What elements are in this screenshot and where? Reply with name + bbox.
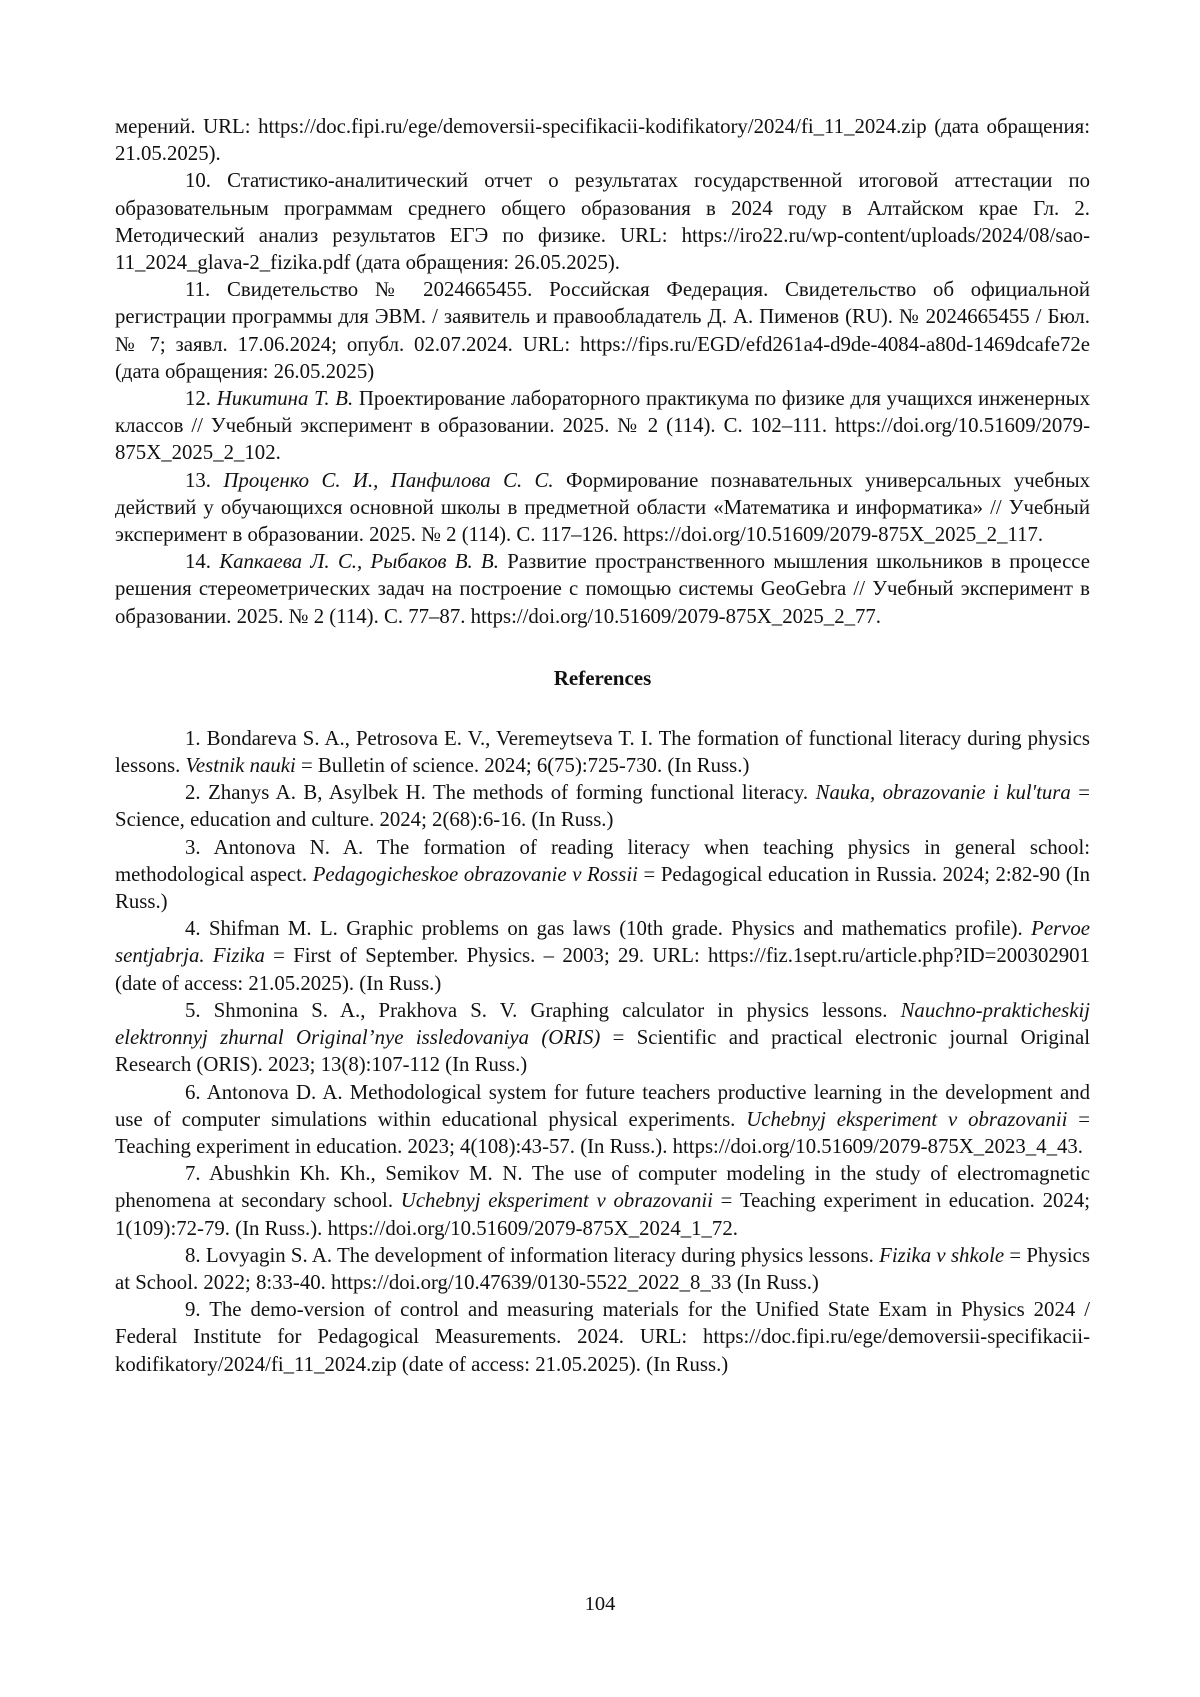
reference-item-ru: 10. Статистико-аналитический отчет о результатах государственной итоговой аттестации по образовательным программам среднего общего образования в 2024 году в Алтайском крае Гл. 2. Методический анализ результатов ЕГЭ по физике. URL: https://iro22.ru/wp-content/uploads/2024/08/sao-11_2024_glava-2_fizika.pdf (дата обращения: 26.05.2025). [115, 169, 1090, 275]
reference-item-en: 6. Antonova D. A. Methodological system for future teachers productive learning in the development and use of computer simulations within educational physical experiments. Uchebnyj eksperiment v obrazovanii = Teaching experiment in education. 2023; 4(108):43-57. (In Russ.). https://doi.org/10.51609/2079-875X_2023_4_43. [115, 1080, 1090, 1158]
reference-item-en: 5. Shmonina S. A., Prakhova S. V. Graphing calculator in physics lessons. Nauchno-prakticheskij elektronnyj zhurnal Original’nye issledovaniya (ORIS) = Scientific and practical electronic journal Original Research (ORIS). 2023; 13(8):107-112 (In Russ.) [115, 998, 1090, 1077]
reference-item-en: 9. The demo-version of control and measuring materials for the Unified State Exam in Physics 2024 / Federal Institute for Pedagogical Measurements. 2024. URL: https://doc.fipi.ru/ege/demoversii-specifikacii-kodifikatory/2024/fi_11_2024.zip (date of access: 21.05.2025). (In Russ.) [115, 1298, 1090, 1376]
russian-reference-list [115, 167, 1090, 629]
page-body [115, 113, 1090, 1378]
reference-item-ru: 11. Свидетельство № 2024665455. Российская Федерация. Свидетельство об официальной регистрации программы для ЭВМ. / заявитель и правообладатель Д. А. Пименов (RU). № 2024665455 / Бюл. № 7; заявл. 17.06.2024; опубл. 02.07.2024. URL: https://fips.ru/EGD/efd261a4-d9de-4084-a80d-1469dcafe72e (дата обращения: 26.05.2025) [115, 278, 1090, 383]
reference-item-en: 7. Abushkin Kh. Kh., Semikov M. N. The use of computer modeling in the study of electromagnetic phenomena at secondary school. Uchebnyj eksperiment v obrazovanii = Teaching experiment in education. 2024; 1(109):72-79. (In Russ.). https://doi.org/10.51609/2079-875X_2024_1_72. [115, 1162, 1090, 1240]
reference-item-en: 1. Bondareva S. A., Petrosova E. V., Veremeytseva T. I. The formation of functional literacy during physics lessons. Vestnik nauki = Bulletin of science. 2024; 6(75):725-730. (In Russ.) [115, 726, 1090, 778]
reference-item-en: 2. Zhanys A. B, Asylbek H. The methods of forming functional literacy. Nauka, obrazovanie i kul'tura = Science, education and culture. 2024; 2(68):6-16. (In Russ.) [115, 781, 1090, 832]
reference-continuation: мерений. URL: https://doc.fipi.ru/ege/demoversii-specifikacii-kodifikatory/2024/fi_11_2024.zip (дата обращения: 21.05.2025). [115, 115, 1090, 166]
references-heading: References [553, 665, 652, 690]
reference-item-en: 3. Antonova N. A. The formation of reading literacy when teaching physics in general school: methodological aspect. Pedagogicheskoe obrazovanie v Rossii = Pedagogical education in Russia. 2024; 2:82-90 (In Russ.) [115, 835, 1090, 914]
english-reference-list [115, 725, 1090, 1378]
reference-item-ru: 13. Проценко С. И., Панфилова С. С. Формирование познавательных универсальных учебных действий у обучающихся основной школы в предметной области «Математика и информатика» // Учебный эксперимент в образовании. 2025. № 2 (114). С. 117–126. https://doi.org/10.51609/2079-875X_2025_2_117. [115, 468, 1090, 547]
reference-item-en: 4. Shifman M. L. Graphic problems on gas laws (10th grade. Physics and mathematics profile). Pervoe sentjabrja. Fizika = First of September. Physics. – 2003; 29. URL: https://fiz.1sept.ru/article.php?ID=200302901 (date of access: 21.05.2025). (In Russ.) [115, 917, 1090, 995]
reference-item-ru: 14. Капкаева Л. С., Рыбаков В. В. Развитие пространственного мышления школьников в процессе решения стереометрических задач на построение с помощью системы GeoGebra // Учебный эксперимент в образовании. 2025. № 2 (114). С. 77–87. https://doi.org/10.51609/2079-875X_2025_2_77. [115, 550, 1091, 628]
reference-item-ru: 12. Никитина Т. В. Проектирование лабораторного практикума по физике для учащихся инженерных классов // Учебный эксперимент в образовании. 2025. № 2 (114). С. 102–111. https://doi.org/10.51609/2079-875X_2025_2_102. [115, 387, 1091, 465]
reference-item-en: 8. Lovyagin S. A. The development of information literacy during physics lessons. Fizika v shkole = Physics at School. 2022; 8:33-40. https://doi.org/10.47639/0130-5522_2022_8_33 (In Russ.) [115, 1243, 1090, 1294]
page-number: 104 [584, 1593, 616, 1615]
